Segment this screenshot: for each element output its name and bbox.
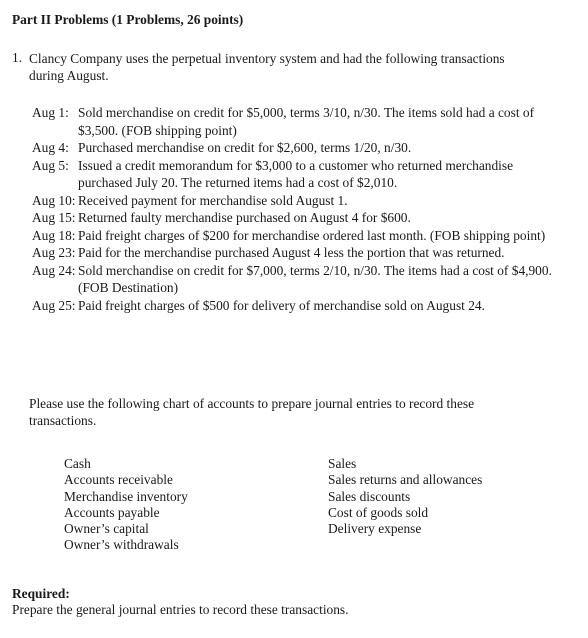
transaction-item [32, 262, 562, 297]
transaction-description: Paid freight charges of $500 for delivery of merchandise sold on August 24. [78, 297, 485, 313]
transaction-description: Paid freight charges of $200 for merchandise ordered last month. (FOB shipping point) [78, 227, 546, 243]
account-name: Cost of goods sold [328, 504, 429, 520]
question-text-line-2: during August. [29, 68, 109, 83]
account-name: Owner’s withdrawals [64, 537, 179, 553]
question-text [29, 50, 549, 84]
transaction-description: Sold merchandise on credit for $7,000, terms 2/10, n/30. The items had a cost of $4,900. (FOB Destination) [78, 262, 552, 295]
account-name: Delivery expense [328, 521, 422, 537]
transaction-date: Aug 10: [32, 192, 76, 208]
transaction-item [32, 244, 562, 262]
part-heading: Part II Problems (1 Problems, 26 points) [12, 12, 244, 27]
accounts-column-left [64, 456, 188, 554]
transaction-date: Aug 24: [32, 262, 76, 278]
transaction-description: Received payment for merchandise sold August 1. [78, 192, 348, 208]
account-name: Sales returns and allowances [328, 472, 483, 488]
transaction-item [32, 227, 562, 245]
accounts-column-right [328, 456, 482, 537]
transaction-description: Issued a credit memorandum for $3,000 to a customer who returned merchandise purchased July 20. The returned items had a cost of $2,010. [78, 157, 514, 190]
account-name: Merchandise inventory [64, 488, 188, 504]
transaction-date: Aug 15: [32, 210, 76, 225]
question-number: 1. [12, 50, 23, 65]
transaction-date: Aug 25: [32, 297, 76, 313]
account-name: Accounts payable [64, 504, 160, 520]
transaction-item [32, 104, 562, 139]
account-name: Cash [64, 456, 91, 471]
account-name: Accounts receivable [64, 472, 173, 488]
transaction-item [32, 209, 562, 227]
required-text: Prepare the general journal entries to record these transactions. [12, 602, 349, 617]
required-label: Required: [12, 586, 70, 601]
transaction-date: Aug 4: [32, 140, 69, 155]
transaction-date: Aug 1: [32, 105, 69, 120]
transaction-list [32, 104, 562, 314]
transaction-description: Paid for the merchandise purchased August 4 less the portion that was returned. [78, 245, 505, 260]
transaction-item [32, 157, 562, 192]
question-text-line-1: Clancy Company uses the perpetual inventory system and had the following transactions [29, 51, 505, 66]
account-name: Sales discounts [328, 488, 411, 504]
transaction-item [32, 139, 562, 157]
transaction-date: Aug 23: [32, 245, 76, 260]
account-name: Owner’s capital [64, 521, 149, 537]
transaction-description: Purchased merchandise on credit for $2,600, terms 1/20, n/30. [78, 140, 412, 155]
transaction-description: Returned faulty merchandise purchased on August 4 for $600. [78, 210, 411, 225]
transaction-date: Aug 18: [32, 227, 76, 243]
transaction-item [32, 192, 562, 210]
transaction-item [32, 297, 562, 315]
transaction-description: Sold merchandise on credit for $5,000, terms 3/10, n/30. The items sold had a cost of $3,500. (FOB shipping point) [78, 105, 535, 138]
transaction-date: Aug 5: [32, 157, 69, 173]
instruction-text: Please use the following chart of accounts to prepare journal entries to record these transactions. [29, 396, 475, 428]
account-name: Sales [328, 456, 357, 471]
